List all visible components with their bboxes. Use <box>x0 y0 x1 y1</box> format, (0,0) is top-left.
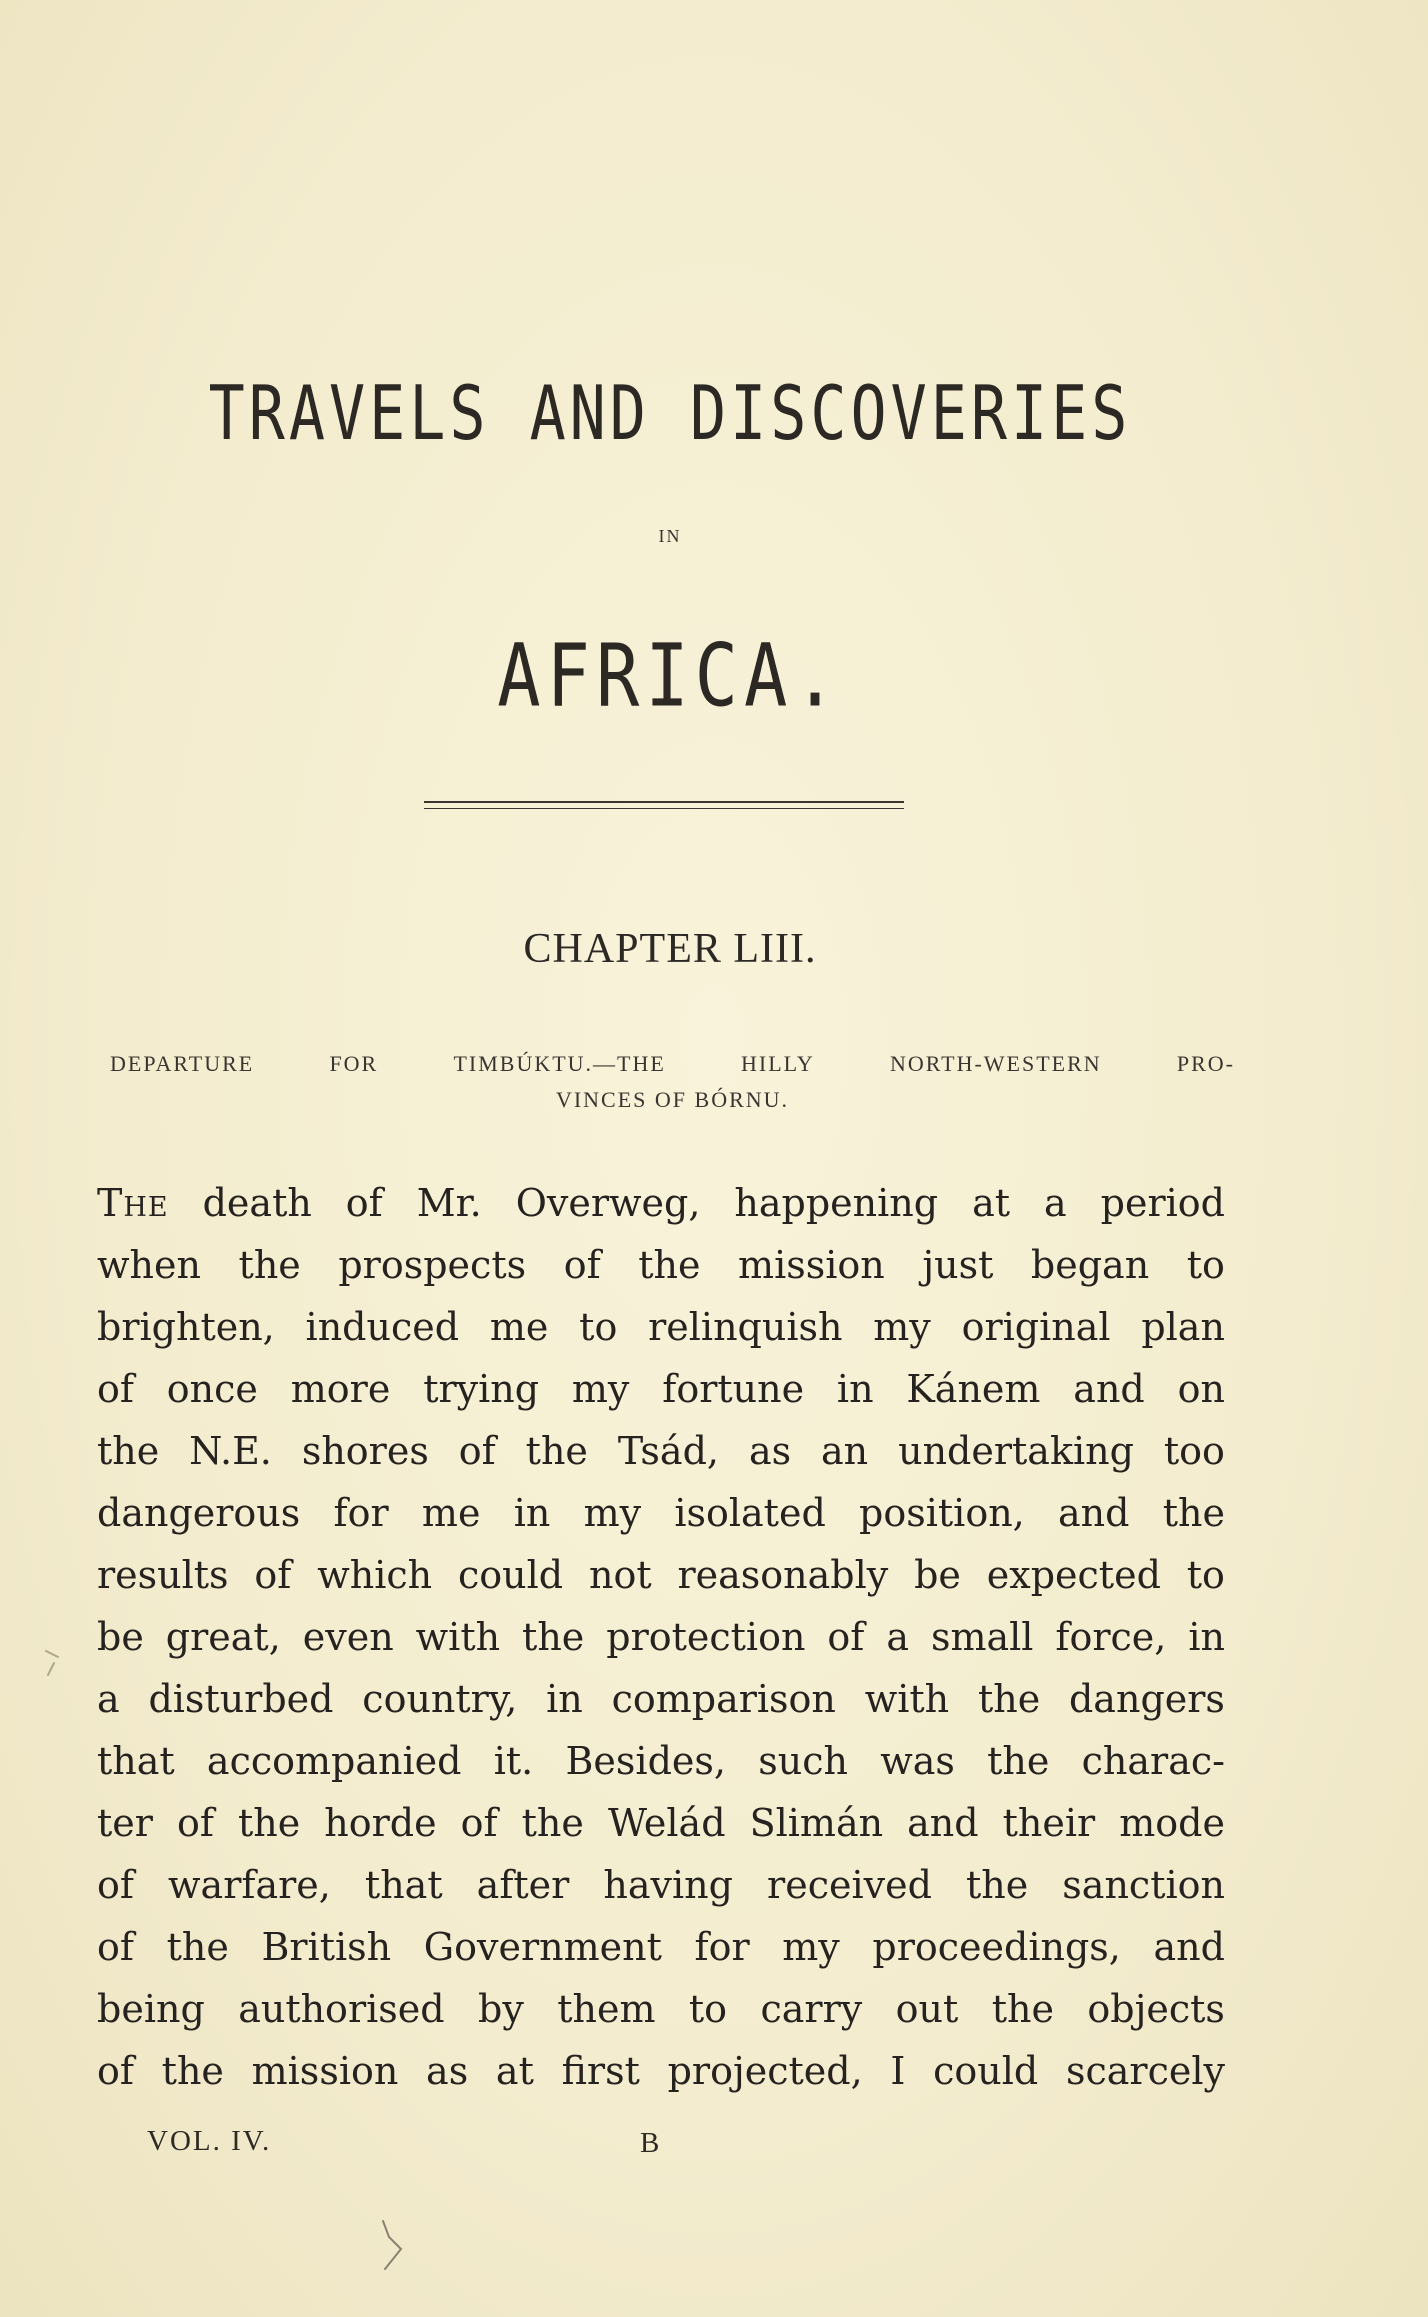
word: of <box>97 1925 134 1969</box>
word: not <box>589 1553 652 1597</box>
text-line <box>97 1730 1225 1792</box>
word: the <box>97 1429 160 1473</box>
word: happening <box>734 1181 939 1225</box>
word: great, <box>165 1615 281 1659</box>
synopsis-word: PRO- <box>1176 1051 1235 1076</box>
word: of <box>254 1553 292 1597</box>
synopsis-word: DEPARTURE <box>110 1051 255 1076</box>
word: and <box>1153 1925 1225 1969</box>
text-line <box>97 1358 1225 1420</box>
word: in <box>546 1677 583 1721</box>
word: such <box>758 1739 848 1783</box>
word: began <box>1030 1243 1150 1287</box>
word: even <box>302 1615 394 1659</box>
word: dangers <box>1068 1677 1225 1721</box>
word: too <box>1163 1429 1225 1473</box>
book-title: TRAVELS AND DISCOVERIES <box>208 370 1132 458</box>
word: position, <box>859 1491 1025 1535</box>
chapter-synopsis <box>110 1046 1235 1118</box>
word: of <box>97 1863 134 1907</box>
text-line <box>97 1172 1225 1234</box>
word: Kánem <box>906 1367 1041 1411</box>
word: a <box>1044 1181 1067 1225</box>
word: Slimán <box>749 1801 884 1845</box>
synopsis-word: TIMBÚKTU.—THE <box>453 1051 666 1076</box>
word: mission <box>251 2049 399 2093</box>
text-line <box>97 1296 1225 1358</box>
word: just <box>922 1243 994 1287</box>
text-line <box>97 1916 1225 1978</box>
word: plan <box>1141 1305 1225 1349</box>
word: being <box>97 1987 205 2031</box>
word: after <box>476 1863 570 1907</box>
word: Government <box>423 1925 662 1969</box>
word: period <box>1100 1181 1225 1225</box>
synopsis-line-1 <box>110 1046 1235 1082</box>
word: the <box>977 1677 1041 1721</box>
word: in <box>513 1491 551 1535</box>
word: my <box>782 1925 840 1969</box>
word: was <box>880 1739 955 1783</box>
word: fortune <box>662 1367 805 1411</box>
word: isolated <box>674 1491 826 1535</box>
word: projected, <box>667 2049 863 2093</box>
word: N.E. <box>189 1429 272 1473</box>
signature-mark: B <box>640 2127 660 2159</box>
word: I <box>890 2049 906 2093</box>
word: with <box>864 1677 950 1721</box>
word: with <box>415 1615 501 1659</box>
word: out <box>895 1987 959 2031</box>
word: mode <box>1119 1801 1225 1845</box>
synopsis-word: HILLY <box>741 1051 815 1076</box>
word: Mr. <box>416 1181 482 1225</box>
word: expected <box>986 1553 1161 1597</box>
word: an <box>821 1429 869 1473</box>
word: and <box>1058 1491 1130 1535</box>
word: me <box>489 1305 549 1349</box>
title-connector: IN <box>658 526 682 546</box>
word: proceedings, <box>872 1925 1121 1969</box>
word: results <box>97 1553 229 1597</box>
word: in <box>836 1367 874 1411</box>
word: the <box>1162 1491 1225 1535</box>
word: Besides, <box>565 1739 726 1783</box>
word: small <box>930 1615 1034 1659</box>
word: undertaking <box>898 1429 1134 1473</box>
volume-marker: VOL. IV. <box>147 2125 272 2157</box>
word: Tsád, <box>617 1429 719 1473</box>
word: for <box>333 1491 389 1535</box>
word: when <box>97 1243 201 1287</box>
word: prospects <box>338 1243 527 1287</box>
book-title-africa: AFRICA. <box>497 625 843 726</box>
word: country, <box>362 1677 518 1721</box>
word: force, <box>1055 1615 1167 1659</box>
word: that <box>364 1863 443 1907</box>
word: once <box>166 1367 258 1411</box>
word: as <box>426 2049 469 2093</box>
word: first <box>561 2049 640 2093</box>
word: to <box>1186 1553 1225 1597</box>
word: disturbed <box>148 1677 334 1721</box>
word: of <box>563 1243 601 1287</box>
word: a <box>97 1677 120 1721</box>
word: objects <box>1087 1987 1225 2031</box>
word: their <box>1002 1801 1096 1845</box>
chapter-heading: CHAPTER LIII. <box>523 926 817 972</box>
word: me <box>421 1491 481 1535</box>
text-line <box>97 1854 1225 1916</box>
word: to <box>688 1987 728 2031</box>
word: British <box>261 1925 392 1969</box>
word: as <box>748 1429 792 1473</box>
word: having <box>603 1863 733 1907</box>
word: of <box>458 1429 496 1473</box>
word: and <box>1073 1367 1145 1411</box>
title-rule-top <box>424 801 904 803</box>
word: be <box>97 1615 144 1659</box>
word: the <box>237 1801 301 1845</box>
word: of <box>97 2049 134 2093</box>
text-line <box>97 1978 1225 2040</box>
word: reasonably <box>677 1553 889 1597</box>
body-paragraph <box>97 1172 1225 2102</box>
word: horde <box>324 1801 437 1845</box>
word: them <box>557 1987 656 2031</box>
word: to <box>579 1305 618 1349</box>
word: to <box>1186 1243 1225 1287</box>
word: on <box>1177 1367 1225 1411</box>
text-line <box>97 1544 1225 1606</box>
word: in <box>1188 1615 1225 1659</box>
title-rule-bottom <box>424 808 904 809</box>
word: could <box>933 2049 1039 2093</box>
pencil-mark-icon <box>375 2215 415 2275</box>
word: induced <box>305 1305 460 1349</box>
word: warfare, <box>168 1863 331 1907</box>
word: of <box>827 1615 865 1659</box>
text-line <box>97 1668 1225 1730</box>
word: it. <box>493 1739 534 1783</box>
word: the <box>987 1739 1050 1783</box>
edge-mark-icon <box>40 1645 70 1685</box>
word: relinquish <box>648 1305 843 1349</box>
opening-word: The <box>97 1181 169 1225</box>
word: the <box>238 1243 301 1287</box>
text-line <box>97 1420 1225 1482</box>
word: the <box>161 2049 224 2093</box>
word: dangerous <box>97 1491 301 1535</box>
text-line <box>97 1234 1225 1296</box>
word: my <box>873 1305 931 1349</box>
text-line <box>97 2040 1225 2102</box>
word: original <box>961 1305 1111 1349</box>
word: carry <box>760 1987 863 2031</box>
word: at <box>972 1181 1011 1225</box>
word: ter <box>97 1801 153 1845</box>
word: more <box>290 1367 391 1411</box>
text-line <box>97 1482 1225 1544</box>
word: the <box>525 1429 588 1473</box>
word: sanction <box>1062 1863 1225 1907</box>
word: be <box>914 1553 961 1597</box>
word: Overweg, <box>515 1181 701 1225</box>
word: mission <box>738 1243 885 1287</box>
word: death <box>202 1181 312 1225</box>
synopsis-line-2: VINCES OF BÓRNU. <box>555 1087 790 1112</box>
synopsis-word: FOR <box>329 1051 379 1076</box>
word: of <box>460 1801 498 1845</box>
word: trying <box>423 1367 540 1411</box>
word: and <box>907 1801 979 1845</box>
word: at <box>495 2049 534 2093</box>
text-line <box>97 1606 1225 1668</box>
word: received <box>767 1863 932 1907</box>
word: protection <box>606 1615 806 1659</box>
word: brighten, <box>97 1305 275 1349</box>
word: charac- <box>1081 1739 1225 1783</box>
word: the <box>521 1801 584 1845</box>
word: comparison <box>611 1677 836 1721</box>
word: by <box>478 1987 524 2031</box>
word: my <box>583 1491 642 1535</box>
word: scarcely <box>1065 2049 1225 2093</box>
word: my <box>571 1367 630 1411</box>
word: the <box>522 1615 585 1659</box>
word: of <box>97 1367 134 1411</box>
word: a <box>886 1615 909 1659</box>
word: of <box>176 1801 214 1845</box>
word: the <box>166 1925 229 1969</box>
text-line <box>97 1792 1225 1854</box>
word: authorised <box>238 1987 445 2031</box>
synopsis-word: NORTH-WESTERN <box>890 1051 1102 1076</box>
word: of <box>345 1181 383 1225</box>
word: that <box>97 1739 175 1783</box>
word: for <box>694 1925 750 1969</box>
word: Welád <box>607 1801 726 1845</box>
word: accompanied <box>206 1739 462 1783</box>
word: could <box>458 1553 564 1597</box>
word: the <box>991 1987 1054 2031</box>
word: shores <box>301 1429 429 1473</box>
word: the <box>638 1243 701 1287</box>
word: which <box>317 1553 433 1597</box>
word: the <box>965 1863 1029 1907</box>
